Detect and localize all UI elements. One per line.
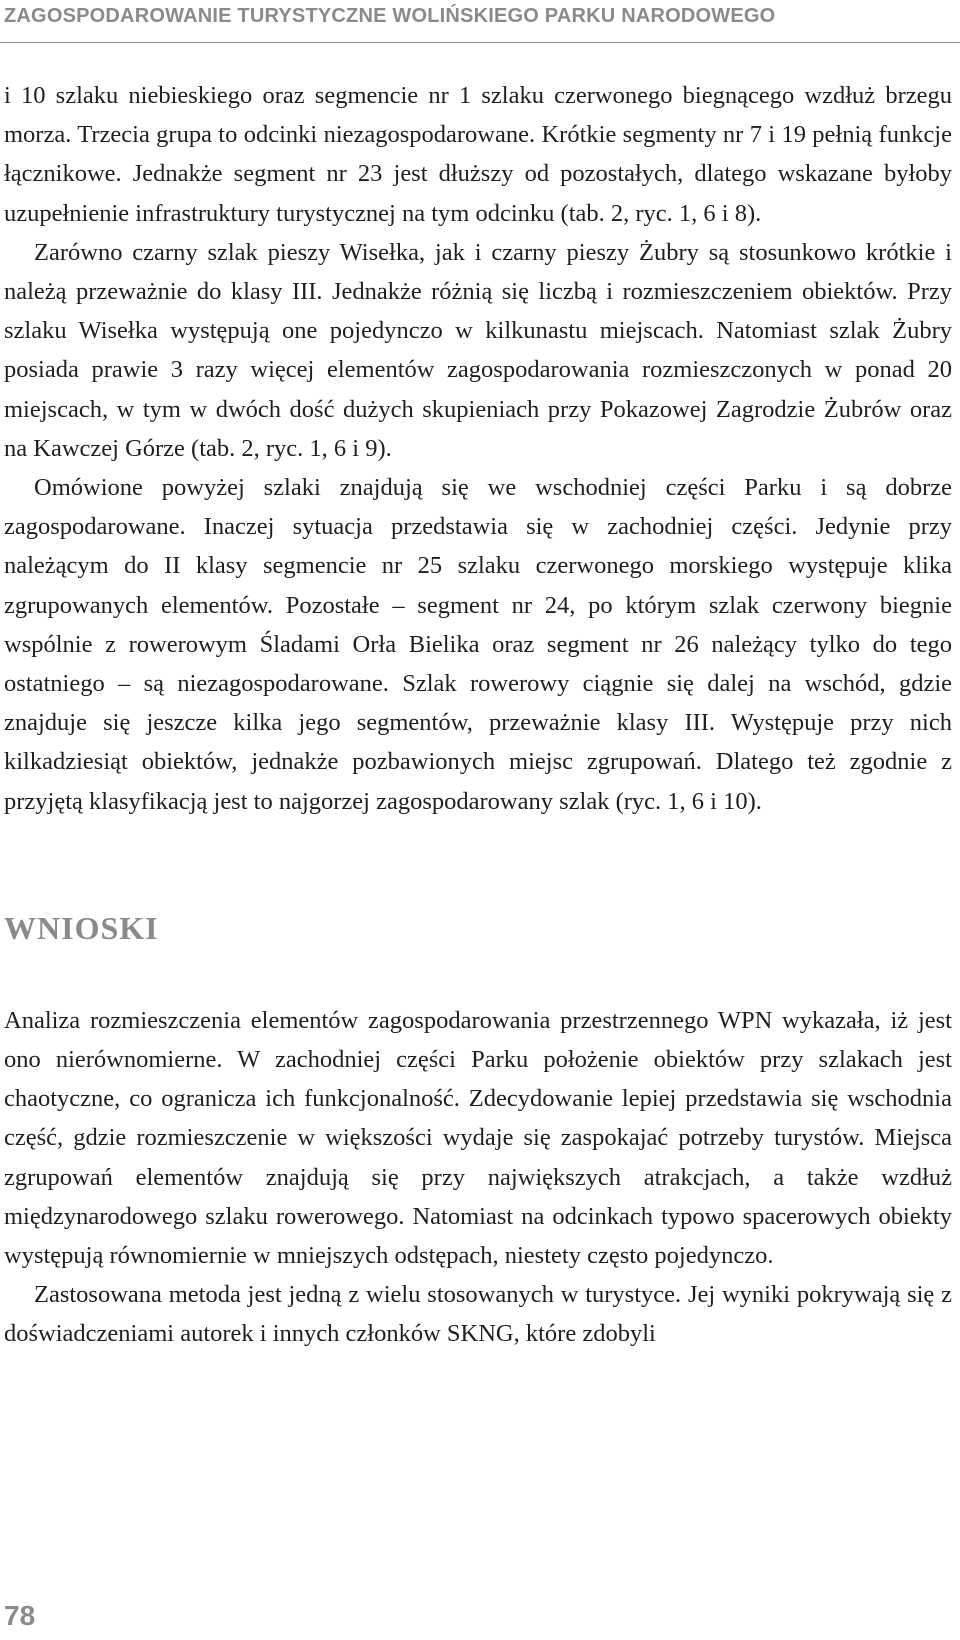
conclusion-paragraph-1: Analiza rozmieszczenia elementów zagospodarowania przestrzennego WPN wykazała, iż jest ono nierównomierne. W zachodniej części Parku położenie obiektów przy szlakach jest chaotyczne, co ogranicza ich funkcjonalność. Zdecydowanie lepiej przedstawia się wschodnia część, gdzie rozmieszczenie w większości wydaje się zaspokajać potrzeby turystów. Miejsca zgrupowań elementów znajdują się przy największych atrakcjach, a także wzdłuż międzynarodowego szlaku rowerowego. Natomiast na odcinkach typowo spacerowych obiekty występują równomiernie w mniejszych odstępach, niestety często pojedynczo. xyxy=(4,1006,952,1270)
page-content xyxy=(4,76,952,1354)
conclusion-paragraph-2: Zastosowana metoda jest jedną z wielu stosowanych w turystyce. Jej wyniki pokrywają się z doświadczeniami autorek i innych członków SKNG, które zdobyli xyxy=(4,1281,952,1348)
body-paragraph-3: Omówione powyżej szlaki znajdują się we wschodniej części Parku i są dobrze zagospodarowane. Inaczej sytuacja przedstawia się w zachodniej części. Jedynie przy należącym do II klasy segmencie nr 25 szlaku czerwonego morskiego występuje klika zgrupowanych elementów. Pozostałe – segment nr 24, po którym szlak czerwony biegnie wspólnie z rowerowym Śladami Orła Bielika oraz segment nr 26 należący tylko do tego ostatniego – są niezagospodarowane. Szlak rowerowy ciągnie się dalej na wschód, gdzie znajduje się jeszcze kilka jego segmentów, przeważnie klasy III. Występuje przy nich kilkadziesiąt obiektów, jednakże pozbawionych miejsc zgrupowań. Dlatego też zgodnie z przyjętą klasyfikacją jest to najgorzej zagospodarowany szlak (ryc. 1, 6 i 10). xyxy=(4,474,952,815)
page-number: 78 xyxy=(4,1600,36,1631)
body-paragraph-1: i 10 szlaku niebieskiego oraz segmencie nr 1 szlaku czerwonego biegnącego wzdłuż brzegu morza. Trzecia grupa to odcinki niezagospodarowane. Krótkie segmenty nr 7 i 19 pełnią funkcje łącznikowe. Jednakże segment nr 23 jest dłuższy od pozostałych, dlatego wskazane byłoby uzupełnienie infrastruktury turystycznej na tym odcinku (tab. 2, ryc. 1, 6 i 8). xyxy=(4,82,952,227)
section-heading-wnioski: WNIOSKI xyxy=(4,909,159,946)
header-rule xyxy=(0,42,960,43)
body-paragraph-2: Zarówno czarny szlak pieszy Wisełka, jak i czarny pieszy Żubry są stosunkowo krótkie i należą przeważnie do klasy III. Jednakże różnią się liczbą i rozmieszczeniem obiektów. Przy szlaku Wisełka występują one pojedynczo w kilkunastu miejscach. Natomiast szlak Żubry posiada prawie 3 razy więcej elementów zagospodarowania rozmieszczonych w ponad 20 miejscach, w tym w dwóch dość dużych skupieniach przy Pokazowej Zagrodzie Żubrów oraz na Kawczej Górze (tab. 2, ryc. 1, 6 i 9). xyxy=(4,238,952,462)
running-header: ZAGOSPODAROWANIE TURYSTYCZNE WOLIŃSKIEGO PARKU NARODOWEGO xyxy=(4,5,776,27)
